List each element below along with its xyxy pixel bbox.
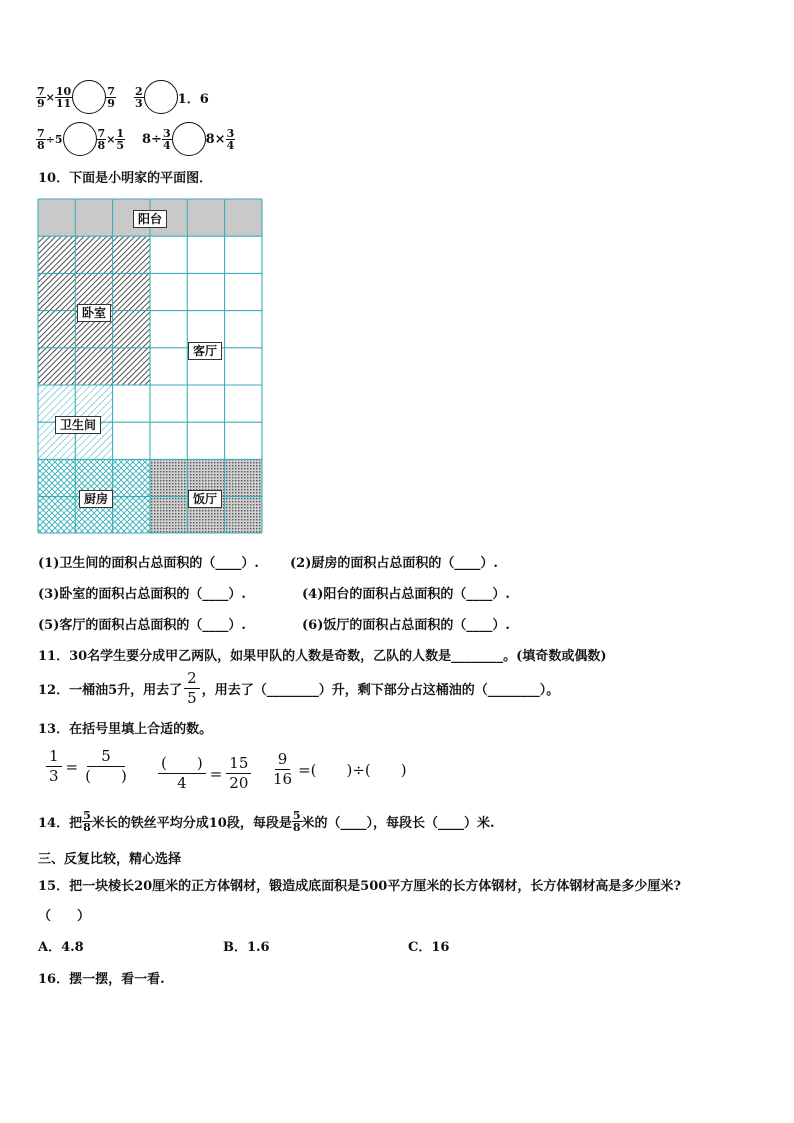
question-16: 16．摆一摆，看一看. — [38, 972, 165, 987]
question-14: 14．把 $\frac{5}{8}$ 米长的铁丝平均分成10段，每段是 $\frac{5}{8}$ 米的（____），每段长（____）米. — [38, 809, 495, 834]
question-15-paren: （ ） — [38, 909, 91, 924]
floor-plan — [37, 198, 263, 534]
option-c[interactable]: C．16 — [408, 940, 450, 955]
compare-circle[interactable] — [172, 122, 206, 156]
times-sign: × — [106, 132, 116, 146]
room-label-dining: 饭厅 — [188, 490, 222, 508]
q10-sub-4: (4)阳台的面积占总面积的（____）. — [302, 587, 510, 602]
question-12: 12．一桶油5升，用去了 $\frac{2}{5}$ ，用去了（________）升，剩下部分占这桶油的（________）。 — [38, 669, 560, 707]
q10-sub-6: (6)饭厅的面积占总面积的（____）. — [302, 618, 510, 633]
fraction: $\frac{( )}{4}$ — [158, 756, 206, 791]
fraction: $\frac{7}{9}$ — [37, 84, 45, 110]
question-15: 15．把一块棱长20厘米的正方体钢材，锻造成底面积是500平方厘米的长方体钢材，长方体钢材高是多少厘米? — [38, 879, 681, 894]
answer-blank[interactable]: =( )÷( ) — [298, 761, 407, 779]
q13-expr-2: $\frac{( )}{4}$ = $\frac{15}{20}$ — [158, 756, 251, 791]
operator-text: 8× — [205, 131, 226, 147]
fraction: $\frac{7}{8}$ — [37, 126, 45, 152]
fraction: $\frac{2}{5}$ — [184, 671, 200, 706]
fraction: $\frac{7}{9}$ — [107, 84, 115, 110]
times-sign: × — [45, 90, 55, 104]
fraction: $\frac{2}{3}$ — [135, 84, 143, 110]
compare-row2-right — [142, 122, 235, 156]
fraction: $\frac{5}{( )}$ — [82, 749, 130, 784]
fraction: $\frac{7}{8}$ — [97, 126, 106, 152]
fraction: $\frac{5}{8}$ — [83, 809, 91, 834]
option-b[interactable]: B．1.6 — [223, 940, 270, 955]
answer-blank[interactable]: ( ) — [85, 767, 127, 785]
operator-text: ÷5 — [45, 132, 63, 146]
compare-row1-right — [134, 80, 209, 114]
q13-expr-3 — [270, 752, 407, 787]
compare-row2-left — [36, 122, 125, 156]
compare-row1-left — [36, 80, 116, 114]
room-label-bedroom: 卧室 — [77, 304, 111, 322]
fraction: $\frac{3}{4}$ — [162, 126, 171, 152]
question-13-title: 13．在括号里填上合适的数。 — [38, 722, 213, 737]
fraction: $\frac{15}{20}$ — [226, 756, 251, 791]
operator-text: 8÷ — [142, 131, 162, 147]
q10-sub-3: (3)卧室的面积占总面积的（____）. — [38, 587, 246, 602]
fraction: $\frac{1}{5}$ — [116, 126, 125, 152]
room-label-bathroom: 卫生间 — [55, 416, 101, 434]
q10-sub-2: (2)厨房的面积占总面积的（____）. — [290, 556, 498, 571]
question-10-title: 10．下面是小明家的平面图． — [38, 171, 213, 186]
option-a[interactable]: A．4.8 — [38, 940, 84, 955]
room-label-balcony: 阳台 — [133, 210, 167, 228]
value-text: 1．6 — [177, 91, 209, 107]
fraction: $\frac{5}{8}$ — [292, 809, 301, 834]
room-label-kitchen: 厨房 — [79, 490, 113, 508]
q10-sub-5: (5)客厅的面积占总面积的（____）. — [38, 618, 246, 633]
fraction: $\frac{10}{11}$ — [55, 84, 72, 110]
section-3-title: 三、反复比较，精心选择 — [38, 852, 182, 867]
fraction: $\frac{3}{4}$ — [226, 126, 235, 152]
q13-expr-1: $\frac{1}{3}$ = $\frac{5}{( )}$ — [46, 749, 130, 784]
fraction: $\frac{1}{3}$ — [46, 749, 62, 784]
compare-circle[interactable] — [63, 122, 97, 156]
room-label-living: 客厅 — [188, 342, 222, 360]
q10-sub-1: (1)卫生间的面积占总面积的（____）. — [38, 556, 259, 571]
question-11: 11．30名学生要分成甲乙两队，如果甲队的人数是奇数，乙队的人数是________。(填奇数或偶数) — [38, 649, 607, 664]
fraction: $\frac{9}{16}$ — [273, 750, 293, 788]
answer-blank[interactable]: ( ) — [158, 756, 206, 774]
compare-circle[interactable] — [144, 80, 178, 114]
compare-circle[interactable] — [72, 80, 106, 114]
